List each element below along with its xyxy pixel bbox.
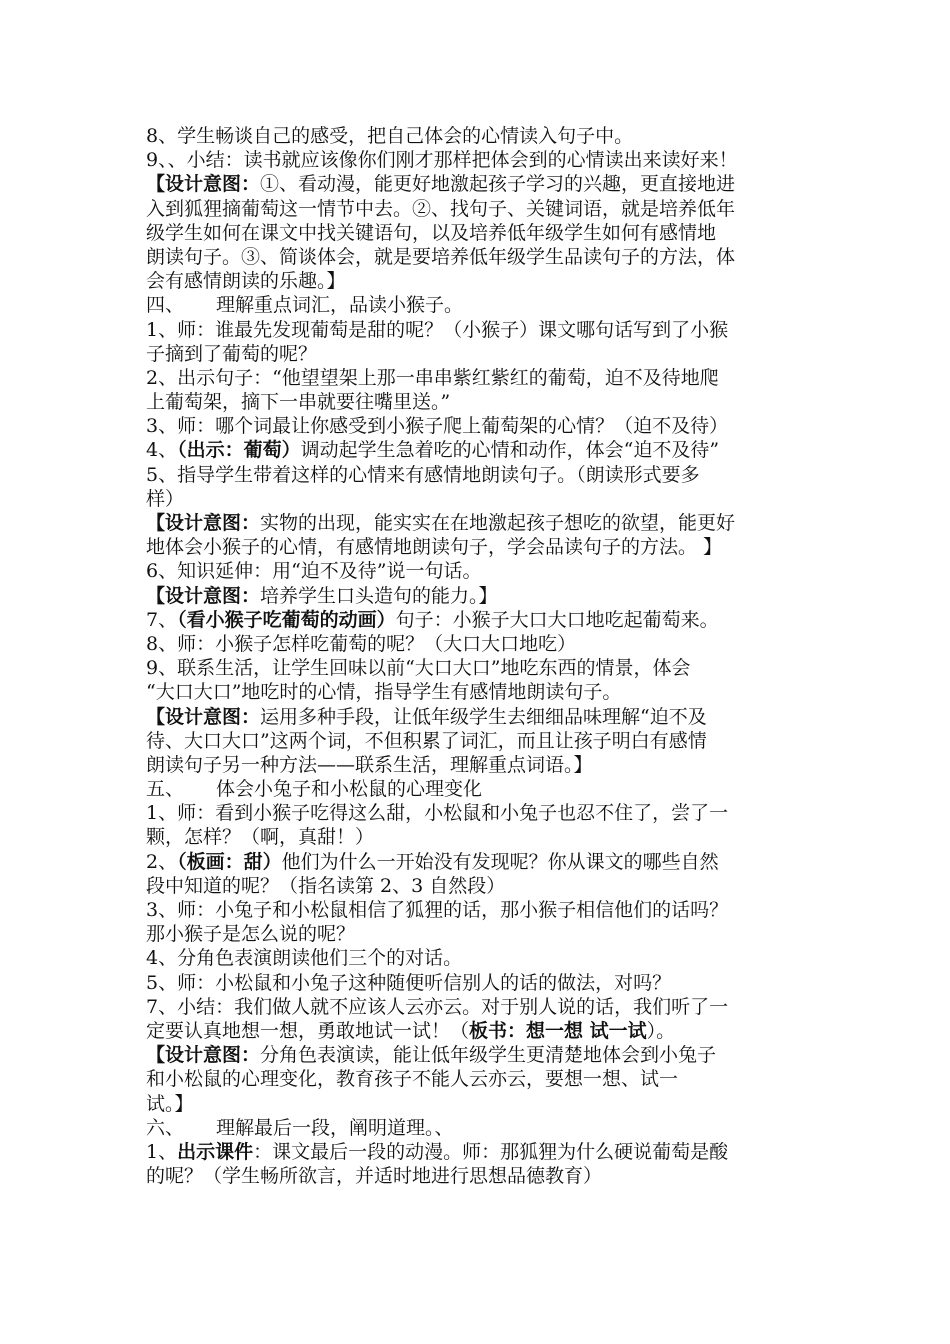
text-line — [146, 124, 818, 148]
line-text: 6、知识延伸：用“迫不及待”说一句话。 — [146, 560, 482, 583]
line-text: 定要认真地想一想，勇敢地试一试！（ — [146, 1019, 470, 1042]
text-line — [146, 318, 818, 342]
line-text: 4、分角色表演朗读他们三个的对话。 — [146, 947, 463, 970]
text-line — [146, 487, 818, 511]
line-text: 3、师：哪个词最让你感受到小猴子爬上葡萄架的心情？（迫不及待） — [146, 415, 729, 438]
text-line — [146, 995, 818, 1019]
design-intent-line — [146, 511, 818, 535]
line-text: 3、师：小兔子和小松鼠相信了狐狸的话，那小猴子相信他们的话吗？ — [146, 899, 729, 921]
text-line — [146, 1164, 818, 1188]
text-line — [146, 632, 818, 656]
design-intent-label: 【设计意图： — [146, 705, 261, 728]
section-heading-4 — [146, 293, 818, 317]
text-line — [146, 946, 818, 970]
document-page — [146, 124, 818, 1188]
text-line — [146, 390, 818, 414]
text-line — [146, 245, 818, 269]
text-line — [146, 850, 818, 874]
line-text: 运用多种手段，让低年级学生去细细品味理解“迫不及 — [260, 705, 707, 728]
section-title: 体会小兔子和小松鼠的心理变化 — [216, 778, 483, 801]
text-line — [146, 342, 818, 366]
line-text: 1、师：谁最先发现葡萄是甜的呢？（小猴子）课文哪句话写到了小猴 — [146, 318, 729, 341]
text-line — [146, 874, 818, 898]
design-intent-line — [146, 1043, 818, 1067]
line-text: 那小猴子是怎么说的呢？ — [146, 923, 356, 946]
line-text: 样） — [146, 487, 185, 510]
line-text: 实物的出现，能实实在在地激起孩子想吃的欲望，能更好 — [260, 512, 736, 534]
text-line — [146, 197, 818, 221]
text-line — [146, 366, 818, 390]
design-intent-line — [146, 584, 818, 608]
design-intent-label: 【设计意图： — [146, 173, 261, 196]
bold-note: （出示：葡萄） — [177, 439, 301, 462]
section-number: 四、 — [146, 294, 185, 317]
bold-note: （看小猴子吃葡萄的动画） — [177, 608, 396, 631]
line-prefix: 7、 — [146, 608, 178, 631]
text-line — [146, 680, 818, 704]
design-intent-label: 【设计意图： — [146, 1044, 261, 1067]
line-text: 5、师：小松鼠和小兔子这种随便听信别人的话的做法，对吗？ — [146, 971, 672, 994]
text-line — [146, 1067, 818, 1091]
line-text: 8、师：小猴子怎样吃葡萄的呢？（大口大口地吃） — [146, 632, 577, 655]
line-text: 颗，怎样？（啊，真甜！） — [146, 826, 375, 849]
text-line — [146, 729, 818, 753]
design-intent-label: 【设计意图： — [146, 512, 261, 534]
line-prefix: 4、 — [146, 439, 178, 462]
line-text: 9、、小结：读书就应该像你们刚才那样把体会到的心情读出来读好来！ — [146, 149, 738, 172]
design-intent-line — [146, 172, 818, 196]
design-intent-label: 【设计意图： — [146, 584, 261, 607]
text-line — [146, 1019, 818, 1043]
text-line — [146, 801, 818, 825]
section-heading-6 — [146, 1116, 818, 1140]
line-suffix: ）。 — [646, 1019, 676, 1042]
text-line — [146, 148, 818, 172]
text-line — [146, 898, 818, 922]
text-line — [146, 438, 818, 462]
line-text: 5、指导学生带着这样的心情来有感情地朗读句子。（朗读形式要多 — [146, 463, 700, 486]
line-text: ：课文最后一段的动漫。师：那狐狸为什么硬说葡萄是酸 — [253, 1140, 729, 1163]
line-text: 上葡萄架，摘下一串就要往嘴里送。” — [146, 391, 451, 414]
text-line — [146, 221, 818, 245]
section-heading-5 — [146, 777, 818, 801]
text-line — [146, 971, 818, 995]
bold-note: 出示课件 — [177, 1140, 254, 1163]
text-line — [146, 1140, 818, 1164]
line-text: ①、看动漫，能更好地激起孩子学习的兴趣，更直接地进 — [260, 173, 736, 196]
line-text: 的呢？（学生畅所欲言，并适时地进行思想品德教育） — [146, 1165, 603, 1188]
bold-note: （板画：甜） — [177, 850, 282, 873]
line-text: 入到狐狸摘葡萄这一情节中去。②、找句子、关键词语，就是培养低年 — [146, 197, 736, 220]
line-text: 8、学生畅谈自己的感受，把自己体会的心情读入句子中。 — [146, 125, 634, 147]
design-intent-line — [146, 705, 818, 729]
line-text: 朗读句子另一种方法——联系生活，理解重点词语。】 — [146, 753, 593, 776]
line-text: 段中知道的呢？（指名读第 2、3 自然段） — [146, 874, 506, 897]
bold-note: 板书：想一想 试一试 — [469, 1019, 647, 1042]
line-text: 1、师：看到小猴子吃得这么甜，小松鼠和小兔子也忍不住了，尝了一 — [146, 802, 729, 825]
text-line — [146, 559, 818, 583]
line-text: “大口大口”地吃时的心情，指导学生有感情地朗读句子。 — [146, 681, 622, 704]
text-line — [146, 1092, 818, 1116]
text-line — [146, 608, 818, 632]
line-text: 子摘到了葡萄的呢？ — [146, 342, 318, 365]
text-line — [146, 414, 818, 438]
line-prefix: 2、 — [146, 850, 178, 873]
line-text: 9、联系生活，让学生回味以前“大口大口”地吃东西的情景，体会 — [146, 657, 691, 680]
section-number: 五、 — [146, 778, 185, 801]
line-text: 待、大口大口”这两个词，不但积累了词汇，而且让孩子明白有感情 — [146, 729, 707, 752]
text-line — [146, 656, 818, 680]
line-text: 7、小结：我们做人就不应该人云亦云。对于别人说的话，我们听了一 — [146, 995, 729, 1018]
line-text: 级学生如何在课文中找关键语句，以及培养低年级学生如何有感情地 — [146, 221, 717, 244]
section-title: 理解重点词汇，品读小猴子。 — [216, 294, 464, 317]
line-text: 和小松鼠的心理变化，教育孩子不能人云亦云，要想一想、试一 — [146, 1068, 679, 1091]
text-line — [146, 463, 818, 487]
line-text: 他们为什么一开始没有发现呢？你从课文的哪些自然 — [281, 850, 719, 873]
section-title: 理解最后一段，阐明道理。、 — [216, 1116, 454, 1139]
line-text: 试。】 — [146, 1092, 194, 1115]
text-line — [146, 753, 818, 777]
line-text: 调动起学生急着吃的心情和动作，体会“迫不及待” — [300, 439, 720, 462]
line-text: 分角色表演读，能让低年级学生更清楚地体会到小兔子 — [260, 1044, 717, 1067]
line-text: 句子：小猴子大口大口地吃起葡萄来。 — [395, 608, 719, 631]
line-prefix: 1、 — [146, 1140, 178, 1163]
line-text: 地体会小猴子的心情，有感情地朗读句子，学会品读句子的方法。 】 — [146, 536, 723, 559]
line-text: 朗读句子。③、简谈体会，就是要培养低年级学生品读句子的方法，体 — [146, 245, 736, 268]
text-line — [146, 269, 818, 293]
line-text: 会有感情朗读的乐趣。】 — [146, 270, 346, 293]
text-line — [146, 825, 818, 849]
section-number: 六、 — [146, 1116, 185, 1139]
line-text: 2、出示句子：“他望望架上那一串串紫红紫红的葡萄，迫不及待地爬 — [146, 366, 719, 389]
line-text: 培养学生口头造句的能力。】 — [260, 584, 498, 607]
text-line — [146, 535, 818, 559]
text-line — [146, 922, 818, 946]
